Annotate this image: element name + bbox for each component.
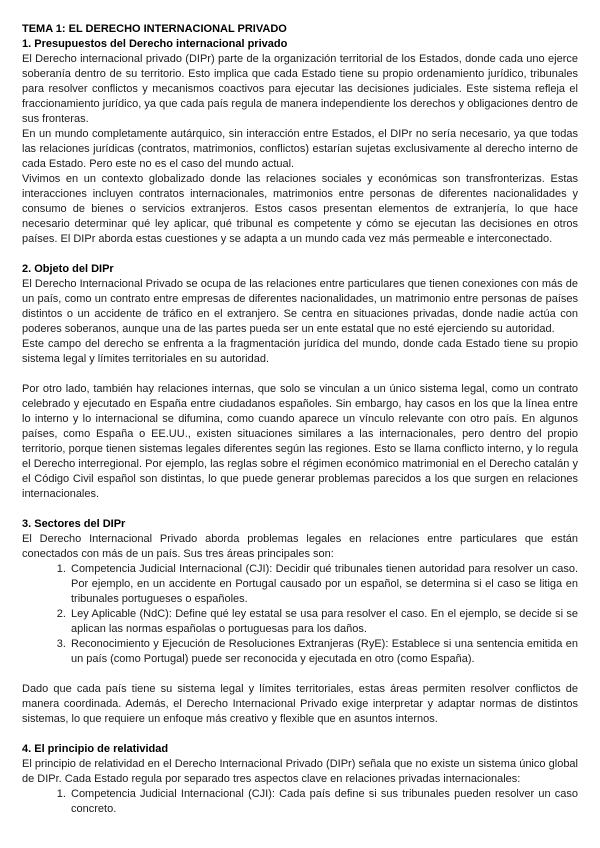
paragraph: Vivimos en un contexto globalizado donde las relaciones sociales y económicas son transfronterizas. Estas interacciones incluyen contratos internacionales, matrimonios entre personas de diferentes nacionalidades y consumo de bienes o servicios extranjeros. Estos casos presentan elementos de extranjería, lo que hace necesario determinar qué ley aplicar, qué tribunal es competente y cómo se ejecutan las decisiones en otros países. El DIPr aborda estas cuestiones y se adapta a un mundo cada vez más permeable e interconectado. xyxy=(22,173,578,245)
numbered-list xyxy=(22,562,578,667)
list-item: 1. Competencia Judicial Internacional (CJI): Decidir qué tribunales tienen autoridad para resolver un caso. Por ejemplo, en un accidente en Portugal causado por un español, se determina si el caso se litiga en tribunales portugueses o españoles. xyxy=(69,562,578,607)
list-item: 3. Reconocimiento y Ejecución de Resoluciones Extranjeras (RyE): Establece si una sentencia emitida en un país (como Portugal) puede ser reconocida y ejecutada en otro (como España). xyxy=(69,637,578,667)
section-heading: 4. El principio de relatividad xyxy=(22,743,169,755)
paragraph: Dado que cada país tiene su sistema legal y límites territoriales, estas áreas permiten resolver conflictos de manera coordinada. Además, el Derecho Internacional Privado exige interpretar y adaptar normas de distintos sistemas, lo que requiere un enfoque más creativo y flexible que en asuntos internos. xyxy=(22,683,578,725)
section-heading: 2. Objeto del DIPr xyxy=(22,263,114,275)
paragraph: El Derecho Internacional Privado aborda problemas legales en relaciones entre particulares que están conectados con más de un país. Sus tres áreas principales son: xyxy=(22,533,578,560)
paragraph: Por otro lado, también hay relaciones internas, que solo se vinculan a un único sistema legal, como un contrato celebrado y ejecutado en España entre ciudadanos españoles. Sin embargo, hay casos en los que la línea entre lo interno y lo internacional se difumina, como cuando aparece un vínculo relevante con otro país. En algunos países, como España o EE.UU., existen situaciones similares a las internacionales, pero dentro del propio territorio, porque tienen sistemas legales diferentes según las regiones. Esto se llama conflicto interno, y lo regula el Derecho interregional. Por ejemplo, las reglas sobre el régimen económico matrimonial en el Derecho catalán y el Código Civil español son distintas, lo que puede generar problemas parecidos a los que surgen en relaciones internacionales. xyxy=(22,383,578,500)
paragraph: En un mundo completamente autárquico, sin interacción entre Estados, el DIPr no sería necesario, ya que todas las relaciones jurídicas (contratos, matrimonios, conflictos) estarían sujetas exclusivamente al derecho interno de cada Estado. Pero este no es el caso del mundo actual. xyxy=(22,128,578,170)
paragraph: El Derecho Internacional Privado se ocupa de las relaciones entre particulares que tienen conexiones con más de un país, como un contrato entre empresas de diferentes nacionalidades, un matrimonio entre personas de países distintos o un accidente de tráfico en el extranjero. Se centra en situaciones privadas, donde nadie actúa con poderes soberanos, aunque una de las partes pueda ser un ente estatal que no esté ejerciendo su autoridad. xyxy=(22,278,578,335)
section-heading: 1. Presupuestos del Derecho internacional privado xyxy=(22,38,288,50)
numbered-list xyxy=(22,787,578,817)
document-title: TEMA 1: EL DERECHO INTERNACIONAL PRIVADO xyxy=(22,23,287,35)
paragraph: El Derecho internacional privado (DIPr) parte de la organización territorial de los Estados, donde cada uno ejerce soberanía dentro de su territorio. Esto implica que cada Estado tiene su propio ordenamiento jurídico, tribunales para resolver conflictos y mecanismos coactivos para ejecutar las decisiones judiciales. Este sistema refleja el fraccionamiento jurídico, ya que cada país regula de manera independiente los derechos y obligaciones dentro de sus fronteras. xyxy=(22,53,578,125)
section-heading: 3. Sectores del DIPr xyxy=(22,518,126,530)
paragraph: Este campo del derecho se enfrenta a la fragmentación jurídica del mundo, donde cada Estado tiene su propio sistema legal y límites territoriales en su autoridad. xyxy=(22,338,578,365)
list-item: 2. Ley Aplicable (NdC): Define qué ley estatal se usa para resolver el caso. En el ejemplo, se decide si se aplican las normas españolas o portuguesas para los daños. xyxy=(69,607,578,637)
list-item: 1. Competencia Judicial Internacional (CJI): Cada país define si sus tribunales pueden resolver un caso concreto. xyxy=(69,787,578,817)
paragraph: El principio de relatividad en el Derecho Internacional Privado (DIPr) señala que no existe un sistema único global de DIPr. Cada Estado regula por separado tres aspectos clave en relaciones privadas internacionales: xyxy=(22,758,578,785)
